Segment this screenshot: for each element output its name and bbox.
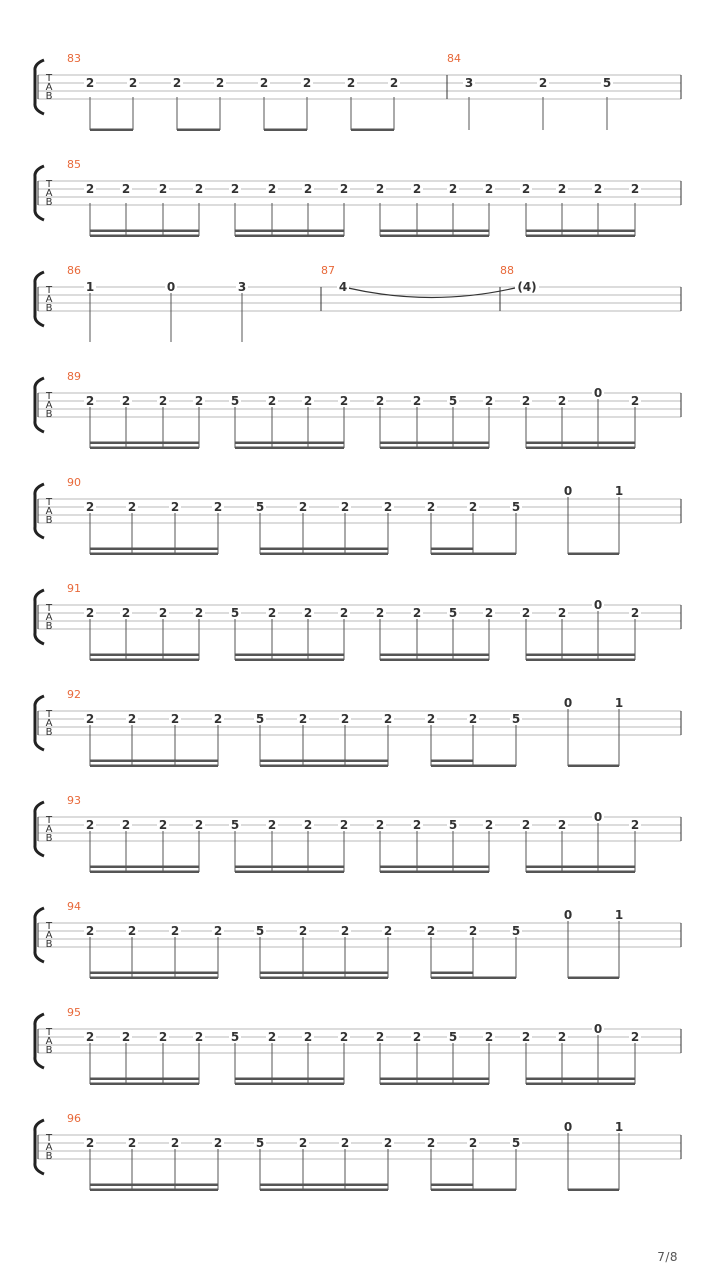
fret-number: 2: [85, 394, 95, 408]
tab-clef-t: T: [45, 921, 53, 932]
beam: [260, 1184, 388, 1187]
beam: [235, 659, 344, 662]
fret-number: 2: [85, 182, 95, 196]
fret-number: 2: [339, 1030, 349, 1044]
measure-number: 95: [67, 1006, 81, 1019]
beam: [431, 765, 516, 768]
fret-number: 2: [303, 1030, 313, 1044]
fret-number: 2: [267, 818, 277, 832]
tab-clef-a: A: [45, 82, 53, 93]
measure-number: 88: [500, 264, 514, 277]
fret-number: 2: [213, 924, 223, 938]
fret-number: 2: [557, 1030, 567, 1044]
tab-clef-a: A: [45, 824, 53, 835]
beam: [431, 977, 516, 980]
fret-number: 2: [85, 924, 95, 938]
fret-number: 0: [166, 280, 176, 294]
beam: [431, 1184, 473, 1187]
fret-number: 2: [121, 818, 131, 832]
fret-number: 2: [484, 182, 494, 196]
fret-number: 2: [213, 500, 223, 514]
fret-number: 2: [412, 1030, 422, 1044]
beam: [380, 235, 489, 238]
tab-clef-t: T: [45, 603, 53, 614]
tab-clef-b: B: [45, 515, 53, 526]
fret-number: 2: [468, 712, 478, 726]
beam: [90, 659, 199, 662]
fret-number: 4: [338, 280, 348, 294]
tab-clef-b: B: [45, 621, 53, 632]
beam: [260, 972, 388, 975]
fret-number: 2: [468, 500, 478, 514]
fret-number: 2: [339, 394, 349, 408]
fret-number: 2: [194, 606, 204, 620]
system-bracket: [35, 272, 44, 326]
fret-number: 2: [158, 606, 168, 620]
fret-number: 0: [563, 1120, 573, 1134]
tab-clef-b: B: [45, 409, 53, 420]
fret-number: 0: [593, 598, 603, 612]
system-bracket: [35, 802, 44, 856]
beam: [235, 1083, 344, 1086]
beam: [568, 765, 619, 768]
fret-number: 2: [557, 606, 567, 620]
fret-number: 2: [128, 76, 138, 90]
beam: [260, 553, 388, 556]
fret-number: 2: [85, 1030, 95, 1044]
beam: [260, 548, 388, 551]
beam: [235, 1078, 344, 1081]
beam: [351, 129, 394, 132]
fret-number: 2: [303, 818, 313, 832]
tab-clef-b: B: [45, 939, 53, 950]
fret-number: 3: [464, 76, 474, 90]
system-bracket: [35, 696, 44, 750]
fret-number: 5: [255, 712, 265, 726]
fret-number: 5: [448, 606, 458, 620]
beam: [526, 654, 635, 657]
fret-number: 2: [339, 606, 349, 620]
fret-number: 1: [85, 280, 95, 294]
fret-number: 5: [255, 500, 265, 514]
fret-number: 2: [340, 712, 350, 726]
tab-clef-t: T: [45, 391, 53, 402]
fret-number: 2: [484, 606, 494, 620]
beam: [90, 230, 199, 233]
tab-clef-a: A: [45, 930, 53, 941]
tab-clef-b: B: [45, 727, 53, 738]
fret-number: 2: [426, 500, 436, 514]
fret-number: 2: [172, 76, 182, 90]
fret-number: 2: [448, 182, 458, 196]
tab-clef-b: B: [45, 833, 53, 844]
tab-clef-a: A: [45, 612, 53, 623]
fret-number: 2: [298, 712, 308, 726]
tab-clef-t: T: [45, 179, 53, 190]
beam: [380, 654, 489, 657]
fret-number: 2: [521, 1030, 531, 1044]
fret-number: 2: [630, 182, 640, 196]
fret-number: (4): [517, 280, 537, 294]
beam: [90, 977, 218, 980]
system-bracket: [35, 1120, 44, 1174]
system-bracket: [35, 908, 44, 962]
beam: [526, 866, 635, 869]
tab-clef-b: B: [45, 1045, 53, 1056]
beam: [568, 1189, 619, 1192]
fret-number: 2: [557, 182, 567, 196]
fret-number: 0: [593, 810, 603, 824]
beam: [90, 442, 199, 445]
tab-clef-a: A: [45, 718, 53, 729]
beam: [380, 442, 489, 445]
tab-clef-t: T: [45, 1133, 53, 1144]
fret-number: 2: [298, 924, 308, 938]
fret-number: 2: [170, 1136, 180, 1150]
beam: [90, 760, 218, 763]
tab-clef-b: B: [45, 197, 53, 208]
beam: [260, 1189, 388, 1192]
fret-number: 2: [521, 606, 531, 620]
fret-number: 2: [267, 182, 277, 196]
measure-number: 86: [67, 264, 81, 277]
fret-number: 2: [521, 818, 531, 832]
beam: [431, 1189, 516, 1192]
tab-clef-b: B: [45, 91, 53, 102]
system-bracket: [35, 1014, 44, 1068]
system-bracket: [35, 60, 44, 114]
tab-clef-a: A: [45, 400, 53, 411]
fret-number: 2: [170, 924, 180, 938]
beam: [235, 871, 344, 874]
beam: [177, 129, 220, 132]
beam: [526, 447, 635, 450]
beam: [90, 553, 218, 556]
tab-clef-a: A: [45, 294, 53, 305]
fret-number: 2: [383, 924, 393, 938]
beam: [380, 871, 489, 874]
measure-number: 90: [67, 476, 81, 489]
fret-number: 2: [170, 712, 180, 726]
beam: [431, 760, 473, 763]
fret-number: 2: [121, 394, 131, 408]
tab-clef-t: T: [45, 1027, 53, 1038]
fret-number: 2: [468, 1136, 478, 1150]
fret-number: 2: [121, 182, 131, 196]
fret-number: 5: [255, 1136, 265, 1150]
beam: [260, 977, 388, 980]
system-bracket: [35, 484, 44, 538]
measure-number: 85: [67, 158, 81, 171]
measure-number: 83: [67, 52, 81, 65]
fret-number: 2: [302, 76, 312, 90]
beam: [90, 972, 218, 975]
fret-number: 2: [215, 76, 225, 90]
fret-number: 2: [468, 924, 478, 938]
fret-number: 2: [213, 1136, 223, 1150]
fret-number: 0: [563, 696, 573, 710]
beam: [90, 1083, 199, 1086]
beam: [526, 1078, 635, 1081]
fret-number: 2: [158, 1030, 168, 1044]
fret-number: 5: [230, 1030, 240, 1044]
fret-number: 2: [121, 1030, 131, 1044]
fret-number: 2: [340, 1136, 350, 1150]
fret-number: 5: [511, 1136, 521, 1150]
fret-number: 2: [630, 818, 640, 832]
beam: [235, 442, 344, 445]
fret-number: 2: [630, 394, 640, 408]
tie-curve: [348, 288, 515, 298]
beam: [431, 553, 516, 556]
fret-number: 2: [127, 924, 137, 938]
beam: [380, 659, 489, 662]
tab-clef-t: T: [45, 709, 53, 720]
beam: [264, 129, 307, 132]
system-bracket: [35, 166, 44, 220]
tab-clef-b: B: [45, 303, 53, 314]
fret-number: 2: [412, 394, 422, 408]
beam: [90, 765, 218, 768]
beam: [526, 1083, 635, 1086]
beam: [90, 1184, 218, 1187]
fret-number: 2: [538, 76, 548, 90]
fret-number: 2: [412, 606, 422, 620]
beam: [526, 659, 635, 662]
fret-number: 3: [237, 280, 247, 294]
fret-number: 2: [339, 182, 349, 196]
tab-clef-a: A: [45, 1142, 53, 1153]
fret-number: 2: [121, 606, 131, 620]
fret-number: 2: [267, 394, 277, 408]
fret-number: 2: [259, 76, 269, 90]
tab-clef-t: T: [45, 73, 53, 84]
fret-number: 2: [630, 606, 640, 620]
measure-number: 89: [67, 370, 81, 383]
fret-number: 2: [340, 924, 350, 938]
fret-number: 5: [602, 76, 612, 90]
beam: [90, 866, 199, 869]
tab-clef-t: T: [45, 815, 53, 826]
fret-number: 2: [340, 500, 350, 514]
beam: [431, 972, 473, 975]
fret-number: 1: [614, 484, 624, 498]
fret-number: 5: [230, 606, 240, 620]
fret-number: 2: [127, 500, 137, 514]
beam: [526, 442, 635, 445]
fret-number: 2: [557, 394, 567, 408]
system-bracket: [35, 378, 44, 432]
fret-number: 5: [511, 500, 521, 514]
fret-number: 0: [563, 484, 573, 498]
fret-number: 2: [484, 818, 494, 832]
fret-number: 2: [213, 712, 223, 726]
beam: [90, 447, 199, 450]
fret-number: 2: [85, 1136, 95, 1150]
fret-number: 2: [194, 182, 204, 196]
beam: [380, 447, 489, 450]
fret-number: 2: [630, 1030, 640, 1044]
beam: [526, 235, 635, 238]
fret-number: 2: [426, 924, 436, 938]
fret-number: 5: [448, 1030, 458, 1044]
fret-number: 2: [85, 712, 95, 726]
fret-number: 2: [298, 500, 308, 514]
fret-number: 2: [127, 712, 137, 726]
tab-clef-a: A: [45, 506, 53, 517]
fret-number: 5: [448, 394, 458, 408]
fret-number: 2: [194, 394, 204, 408]
beam: [90, 1189, 218, 1192]
fret-number: 2: [170, 500, 180, 514]
fret-number: 2: [85, 606, 95, 620]
fret-number: 2: [383, 712, 393, 726]
fret-number: 1: [614, 1120, 624, 1134]
measure-number: 93: [67, 794, 81, 807]
tab-clef-a: A: [45, 188, 53, 199]
beam: [526, 230, 635, 233]
fret-number: 2: [389, 76, 399, 90]
fret-number: 2: [85, 818, 95, 832]
beam: [90, 654, 199, 657]
measure-number: 96: [67, 1112, 81, 1125]
fret-number: 2: [484, 394, 494, 408]
measure-number: 94: [67, 900, 81, 913]
fret-number: 2: [375, 606, 385, 620]
fret-number: 2: [593, 182, 603, 196]
system-bracket: [35, 590, 44, 644]
fret-number: 1: [614, 908, 624, 922]
measure-number: 87: [321, 264, 335, 277]
fret-number: 2: [412, 818, 422, 832]
fret-number: 5: [511, 712, 521, 726]
beam: [90, 129, 133, 132]
fret-number: 2: [158, 818, 168, 832]
fret-number: 2: [557, 818, 567, 832]
fret-number: 2: [521, 182, 531, 196]
beam: [380, 230, 489, 233]
beam: [380, 1078, 489, 1081]
beam: [235, 866, 344, 869]
beam: [235, 654, 344, 657]
fret-number: 2: [375, 394, 385, 408]
fret-number: 2: [339, 818, 349, 832]
fret-number: 5: [230, 394, 240, 408]
beam: [260, 760, 388, 763]
fret-number: 2: [412, 182, 422, 196]
beam: [90, 1078, 199, 1081]
beam: [260, 765, 388, 768]
beam: [90, 235, 199, 238]
fret-number: 2: [267, 1030, 277, 1044]
fret-number: 2: [303, 394, 313, 408]
fret-number: 2: [298, 1136, 308, 1150]
fret-number: 2: [426, 1136, 436, 1150]
page-number: 7/8: [657, 1250, 678, 1264]
tab-clef-a: A: [45, 1036, 53, 1047]
measure-number: 84: [447, 52, 461, 65]
beam: [380, 866, 489, 869]
beam: [568, 977, 619, 980]
fret-number: 0: [563, 908, 573, 922]
measure-number: 91: [67, 582, 81, 595]
beam: [235, 230, 344, 233]
fret-number: 2: [383, 500, 393, 514]
fret-number: 5: [448, 818, 458, 832]
fret-number: 0: [593, 1022, 603, 1036]
fret-number: 5: [511, 924, 521, 938]
fret-number: 2: [375, 1030, 385, 1044]
fret-number: 2: [303, 606, 313, 620]
measure-number: 92: [67, 688, 81, 701]
fret-number: 2: [158, 394, 168, 408]
fret-number: 2: [127, 1136, 137, 1150]
fret-number: 1: [614, 696, 624, 710]
fret-number: 2: [194, 1030, 204, 1044]
fret-number: 2: [375, 182, 385, 196]
beam: [235, 447, 344, 450]
fret-number: 0: [593, 386, 603, 400]
fret-number: 2: [194, 818, 204, 832]
beam: [380, 1083, 489, 1086]
beam: [568, 553, 619, 556]
fret-number: 2: [375, 818, 385, 832]
tab-clef-b: B: [45, 1151, 53, 1162]
beam: [526, 871, 635, 874]
fret-number: 2: [521, 394, 531, 408]
fret-number: 2: [230, 182, 240, 196]
fret-number: 2: [303, 182, 313, 196]
fret-number: 2: [383, 1136, 393, 1150]
fret-number: 2: [158, 182, 168, 196]
fret-number: 2: [346, 76, 356, 90]
beam: [431, 548, 473, 551]
fret-number: 2: [267, 606, 277, 620]
tab-clef-t: T: [45, 497, 53, 508]
beam: [235, 235, 344, 238]
fret-number: 2: [85, 76, 95, 90]
fret-number: 2: [484, 1030, 494, 1044]
beam: [90, 871, 199, 874]
beam: [90, 548, 218, 551]
fret-number: 2: [426, 712, 436, 726]
fret-number: 2: [85, 500, 95, 514]
fret-number: 5: [255, 924, 265, 938]
fret-number: 5: [230, 818, 240, 832]
tab-clef-t: T: [45, 285, 53, 296]
